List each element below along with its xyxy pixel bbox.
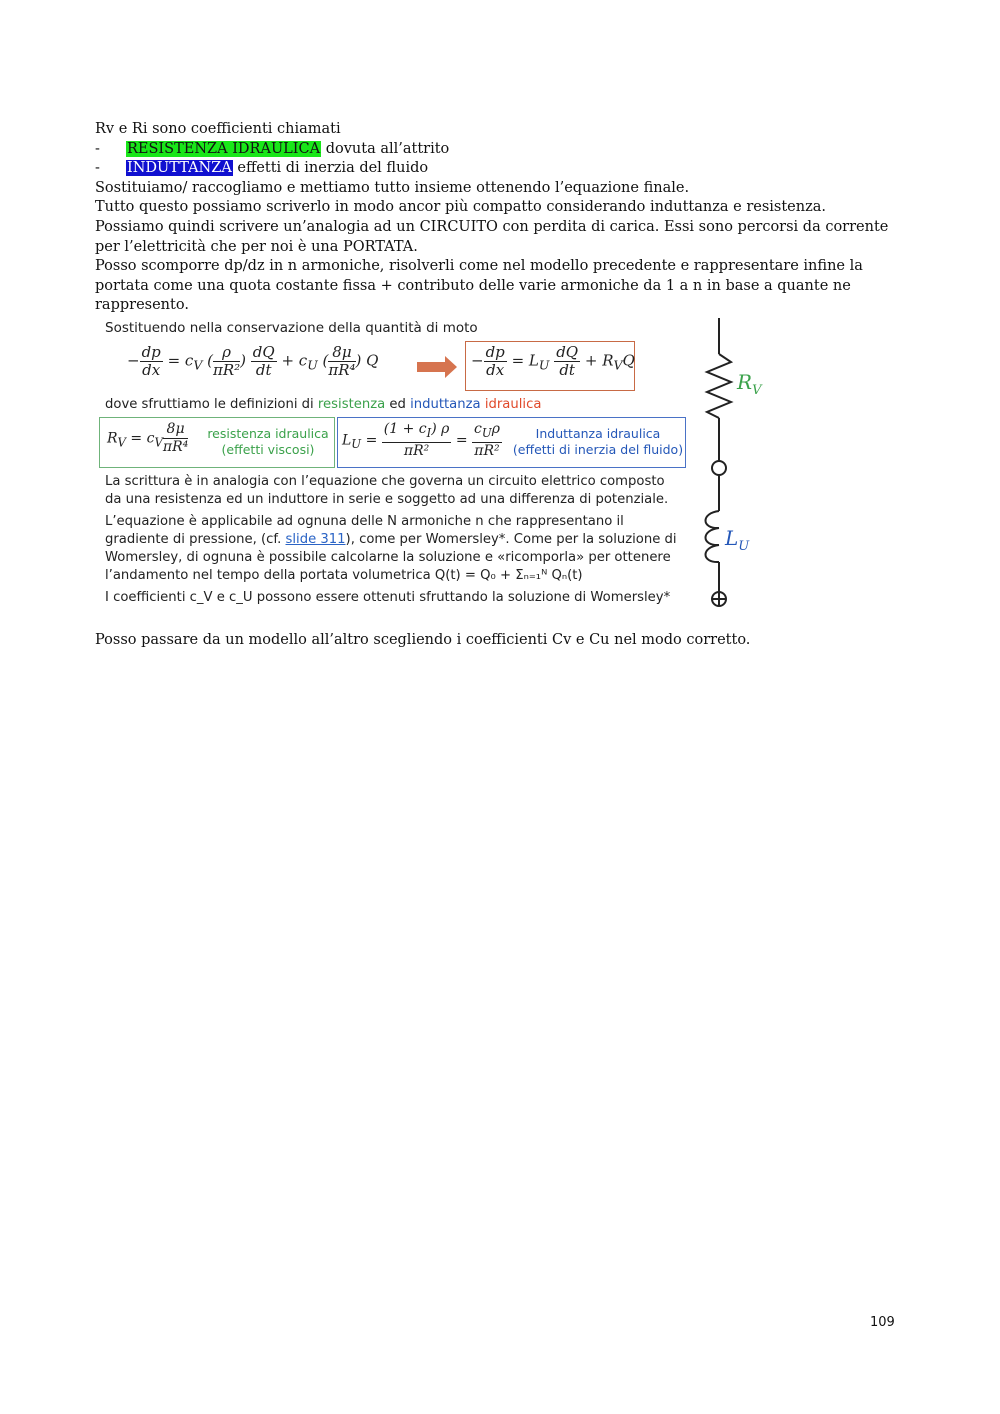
body-line-2: gradiente di pressione, (cf. slide 311), come per Womersley*. Come per la soluzione di — [105, 532, 677, 547]
analogy-text-2: da una resistenza ed un induttore in serie e soggetto ad una differenza di potenziale. — [105, 492, 669, 507]
text-line: Sostituiamo/ raccogliamo e mettiamo tutto insieme ottenendo l’equazione finale. — [95, 179, 690, 196]
page-number: 109 — [870, 1315, 895, 1330]
paragraph — [95, 120, 895, 316]
text-line: Possiamo quindi scrivere un’analogia ad un CIRCUITO con perdita di carica. Essi sono percorsi da corrente per l’elettricità che per noi è una PORTATA. — [95, 218, 889, 255]
analogy-text-1: La scrittura è in analogia con l’equazione che governa un circuito elettrico composto — [105, 474, 665, 489]
body-line-4: l’andamento nel tempo della portata volumetrica Q(t) = Q₀ + Σₙ₌₁ᴺ Qₙ(t) — [105, 568, 583, 583]
rv-symbol: $R_V$ — [737, 370, 762, 398]
rv-label: resistenza idraulica (effetti viscosi) — [207, 426, 329, 457]
text-line: Tutto questo possiamo scriverlo in modo ancor più compatto considerando induttanza e resistenza. — [95, 199, 826, 216]
text-line: Posso scomporre dp/dz in n armoniche, risolverli come nel modello precedente e rappresentare infine la portata come una quota costante fissa + contributo delle varie armoniche da 1 a n in base a quante ne rappresento. — [95, 258, 863, 314]
circuit-diagram — [687, 316, 772, 613]
slide-311-link[interactable]: slide 311 — [285, 532, 346, 547]
momentum-equation: − $\frac{dp}{dx}$ = $c_V$ ( $\frac{\rho}{\text{πR²}}$ ) $\frac{dQ}{dt}$ + $c_U$ ( $\frac{8\mu}{\text{πR⁴}}$ ) Q — [127, 343, 379, 379]
lu-label: Induttanza idraulica (effetti di inerzia del fluido) — [512, 426, 684, 457]
body-line-3: Womersley, di ognuna è possibile calcolarne la soluzione e «ricomporla» per ottenere — [105, 550, 671, 565]
closing-line: Posso passare da un modello all’altro scegliendo i coefficienti Cv e Cu nel modo corretto. — [95, 632, 751, 648]
arrow-icon — [417, 356, 459, 378]
body-line-1: L’equazione è applicabile ad ognuna delle N armoniche n che rappresentano il — [105, 514, 624, 529]
slide-title: Sostituendo nella conservazione della quantità di moto — [105, 320, 478, 336]
lu-equation: $L_U$ = $\frac{(1 + c_I) \rho}{\text{πR²}}$ = $\frac{c_U\rho}{\text{πR²}}$ — [342, 421, 500, 459]
definitions-line: dove sfruttiamo le definizioni di resistenza ed induttanza idraulica — [105, 397, 542, 412]
highlight-resistenza: RESISTENZA IDRAULICA — [127, 140, 321, 157]
body-line-5: I coefficienti c_V e c_U possono essere ottenuti sfruttando la soluzione di Womersley* — [105, 590, 671, 605]
bullet-resistance: - RESISTENZA IDRAULICA dovuta all’attrito — [95, 140, 450, 157]
intro-line: Rv e Ri sono coefficienti chiamati — [95, 121, 341, 137]
bullet-inductance: - INDUTTANZA effetti di inerzia del fluido — [95, 160, 429, 177]
highlight-induttanza: INDUTTANZA — [127, 160, 232, 177]
result-equation: − $\frac{dp}{dx}$ = $L_U$ $\frac{dQ}{dt}$ + $R_VQ$ — [471, 343, 635, 379]
slide-image — [97, 316, 772, 613]
lu-symbol: $L_U$ — [725, 526, 750, 554]
rv-equation: $R_V = c_V$ $\frac{8\mu}{\text{πR⁴}}$ — [107, 421, 189, 455]
